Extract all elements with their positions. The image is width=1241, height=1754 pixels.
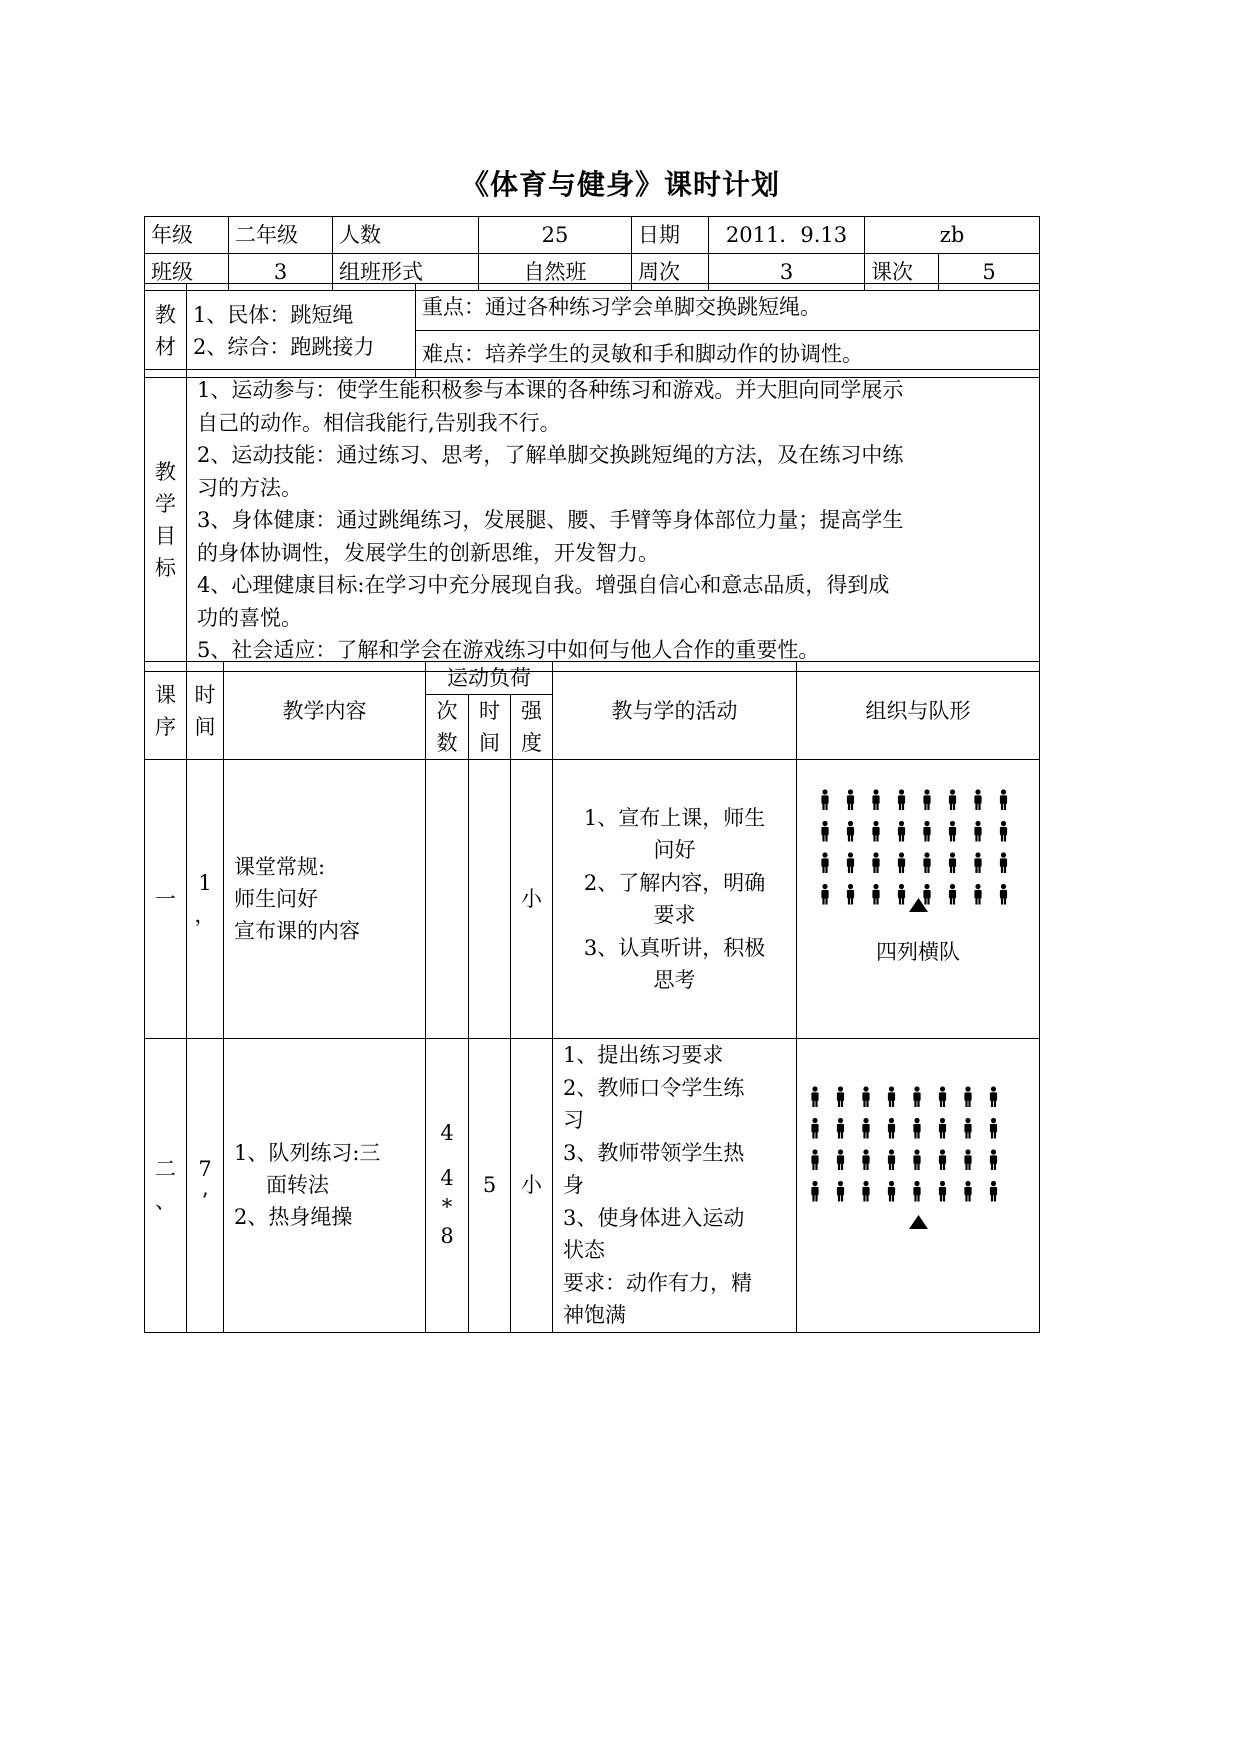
student-figure-icon (862, 1086, 869, 1107)
formation-diagram-2 (797, 1039, 1040, 1239)
student-figure-icon (837, 1149, 844, 1170)
student-figure-icon (990, 1118, 997, 1139)
student-figure-icon (872, 852, 879, 873)
student-figure-icon (847, 789, 854, 810)
row2-reps-4: * (441, 1195, 453, 1220)
header-load: 运动负荷 (426, 662, 553, 695)
goal-line: 功的喜悦。 (197, 605, 302, 630)
row2-activity-7: 状态 (563, 1238, 606, 1262)
header-intensity-1: 强 (521, 699, 542, 723)
week-label: 周次 (632, 254, 709, 291)
goals-label-1: 教 (155, 460, 176, 485)
student-figure-icon (923, 789, 930, 810)
goal-line: 2、运动技能：通过练习、思考，了解单脚交换跳短绳的方法，及在练习中练 (197, 443, 904, 467)
lesson-value: 5 (939, 254, 1040, 291)
student-figure-icon (888, 1086, 895, 1107)
student-figure-icon (821, 884, 828, 905)
student-figure-icon (1000, 789, 1007, 810)
student-figure-icon (888, 1181, 895, 1202)
row2-time-2: ’ (201, 1189, 209, 1214)
info-table (144, 216, 1040, 291)
student-figure-icon (990, 1181, 997, 1202)
goal-line: 4、心理健康目标:在学习中充分展现自我。增强自信心和意志品质，得到成 (197, 573, 890, 597)
student-figure-icon (974, 789, 981, 810)
student-figure-icon (837, 1118, 844, 1139)
material-label-2: 材 (155, 334, 176, 359)
difficulty: 难点：培养学生的灵敏和手和脚动作的协调性。 (416, 331, 1040, 378)
student-figure-icon (990, 1149, 997, 1170)
student-figure-icon (974, 852, 981, 873)
grade-label: 年级 (145, 217, 229, 254)
student-figure-icon (949, 821, 956, 842)
student-figure-icon (837, 1181, 844, 1202)
student-figure-icon (949, 852, 956, 873)
student-figure-icon (821, 821, 828, 842)
student-figure-icon (964, 1118, 971, 1139)
row1-activity-4: 要求 (653, 903, 696, 927)
row2-order-1: 二 (155, 1157, 176, 1182)
row2-activity-6: 3、使身体进入运动 (563, 1205, 745, 1230)
row2-load-time: 5 (469, 1039, 511, 1333)
row1-order: 一 (155, 887, 176, 911)
row2-time-1: 7 (198, 1157, 212, 1182)
row2-reps-1: 4 (440, 1121, 454, 1146)
header-order-1: 课 (155, 682, 176, 707)
goals-label-2: 学 (155, 492, 176, 517)
goal-line: 习的方法。 (197, 475, 302, 500)
student-figure-icon (862, 1181, 869, 1202)
student-figure-icon (862, 1118, 869, 1139)
header-content: 教学内容 (224, 662, 426, 760)
teacher-triangle-icon (909, 1215, 928, 1229)
student-figure-icon (923, 884, 930, 905)
goal-line: 1、运动参与：使学生能积极参与本课的各种练习和游戏。并大胆向同学展示 (197, 378, 904, 402)
row2-activity-1: 1、提出练习要求 (563, 1043, 724, 1067)
header-reps-2: 数 (436, 731, 458, 755)
student-figure-icon (923, 852, 930, 873)
date-value: 2011．9.13 (709, 217, 865, 254)
student-figure-icon (847, 821, 854, 842)
row2-activity-5: 身 (563, 1173, 585, 1197)
student-figure-icon (898, 789, 905, 810)
header-organization: 组织与队形 (797, 662, 1040, 760)
row1-content-3: 宣布课的内容 (234, 919, 360, 943)
row1-activity-3: 2、了解内容，明确 (583, 870, 766, 895)
header-time-2: 间 (194, 714, 216, 739)
row2-activity-9: 神饱满 (563, 1303, 627, 1327)
row1-reps (426, 760, 469, 1039)
student-figure-icon (1000, 852, 1007, 873)
goals-label-4: 标 (155, 556, 176, 581)
student-figure-icon (862, 1149, 869, 1170)
row2-content-3: 2、热身绳操 (234, 1205, 353, 1230)
student-figure-icon (811, 1086, 818, 1107)
student-figure-icon (939, 1118, 946, 1139)
student-figure-icon (949, 884, 956, 905)
header-order-2: 序 (155, 714, 176, 739)
student-figure-icon (939, 1086, 946, 1107)
student-figure-icon (964, 1181, 971, 1202)
lesson-table (144, 661, 1040, 1333)
student-figure-icon (888, 1118, 895, 1139)
row2-intensity: 小 (511, 1039, 553, 1333)
student-figures (811, 1086, 997, 1201)
row1-content-1: 课堂常规: (234, 855, 326, 879)
student-figure-icon (811, 1149, 818, 1170)
goals-label-3: 目 (155, 524, 176, 549)
student-figure-icon (847, 884, 854, 905)
student-figure-icon (898, 852, 905, 873)
lesson-label: 课次 (865, 254, 939, 291)
row2-activity-4: 3、教师带领学生热 (563, 1140, 745, 1165)
table-row (145, 1039, 1040, 1333)
student-figure-icon (872, 821, 879, 842)
student-figure-icon (923, 821, 930, 842)
row1-activity-1: 1、宣布上课，师生 (583, 805, 766, 830)
header-time-1: 时 (194, 682, 216, 707)
student-figure-icon (872, 884, 879, 905)
student-figure-icon (949, 789, 956, 810)
student-figure-icon (939, 1181, 946, 1202)
student-figure-icon (847, 852, 854, 873)
class-value: 3 (229, 254, 333, 291)
row1-intensity: 小 (511, 760, 553, 1039)
row2-reps-5: 8 (440, 1224, 454, 1249)
row1-content-2: 师生问好 (234, 887, 318, 911)
student-figure-icon (811, 1181, 818, 1202)
table-row (145, 760, 1040, 1039)
student-figure-icon (974, 821, 981, 842)
formation-caption: 四列横队 (876, 940, 961, 964)
student-figure-icon (939, 1149, 946, 1170)
material-label-1: 教 (155, 302, 176, 327)
goal-line: 自己的动作。相信我能行,告别我不行。 (197, 410, 561, 435)
key-point: 重点：通过各种练习学会单脚交换跳短绳。 (416, 284, 1040, 331)
material-item-2: 2、综合：跑跳接力 (193, 334, 375, 359)
row1-time-2: ， (194, 903, 216, 927)
student-figure-icon (872, 789, 879, 810)
header-activity: 教与学的活动 (553, 662, 797, 760)
student-figure-icon (898, 821, 905, 842)
class-label: 班级 (145, 254, 229, 291)
student-figure-icon (888, 1149, 895, 1170)
row2-content-2: 面转法 (266, 1173, 329, 1198)
page-title: 《体育与健身》课时计划 (460, 168, 780, 201)
header-reps-1: 次 (436, 699, 458, 723)
student-figure-icon (913, 1118, 920, 1139)
grade-value: 二年级 (229, 217, 333, 254)
header-load-time-1: 时 (479, 699, 500, 723)
extra-value: zb (865, 217, 1040, 254)
week-value: 3 (709, 254, 865, 291)
student-figure-icon (913, 1086, 920, 1107)
row1-activity-2: 问好 (653, 838, 696, 862)
row2-order-2: 、 (155, 1189, 176, 1214)
student-figure-icon (913, 1149, 920, 1170)
material-item-1: 1、民体：跳短绳 (193, 302, 354, 327)
row1-time-1: 1 (198, 871, 212, 895)
student-figure-icon (898, 884, 905, 905)
student-figure-icon (974, 884, 981, 905)
row1-load-time (469, 760, 511, 1039)
count-value: 25 (479, 217, 632, 254)
student-figure-icon (821, 789, 828, 810)
student-figure-icon (1000, 884, 1007, 905)
row2-reps-3: 4 (440, 1166, 454, 1191)
goal-line: 的身体协调性，发展学生的创新思维，开发智力。 (197, 540, 659, 565)
row2-activity-3: 习 (563, 1108, 585, 1132)
row2-activity-8: 要求：动作有力，精 (563, 1270, 753, 1295)
form-label: 组班形式 (333, 254, 479, 291)
row1-activity-6: 思考 (653, 968, 696, 992)
material-table (144, 283, 1040, 378)
header-intensity-2: 度 (521, 731, 542, 755)
goal-line: 5、社会适应：了解和学会在游戏练习中如何与他人合作的重要性。 (197, 638, 820, 662)
row2-reps-2 (426, 1148, 468, 1164)
row2-content-1: 1、队列练习:三 (234, 1141, 381, 1166)
goal-line: 3、身体健康：通过跳绳练习，发展腿、腰、手臂等身体部位力量；提高学生 (197, 508, 904, 532)
student-figure-icon (964, 1149, 971, 1170)
count-label: 人数 (333, 217, 479, 254)
student-figure-icon (811, 1118, 818, 1139)
date-label: 日期 (632, 217, 709, 254)
goals-table (144, 369, 1040, 672)
header-load-time-2: 间 (479, 731, 500, 755)
student-figure-icon (1000, 821, 1007, 842)
form-value: 自然班 (479, 254, 632, 291)
student-figure-icon (837, 1086, 844, 1107)
student-figure-icon (964, 1086, 971, 1107)
student-figures (821, 789, 1007, 904)
formation-diagram-1 (797, 760, 1040, 930)
student-figure-icon (821, 852, 828, 873)
student-figure-icon (913, 1181, 920, 1202)
student-figure-icon (990, 1086, 997, 1107)
row1-activity-5: 3、认真听讲，积极 (583, 935, 766, 960)
row2-activity-2: 2、教师口令学生练 (563, 1075, 745, 1100)
